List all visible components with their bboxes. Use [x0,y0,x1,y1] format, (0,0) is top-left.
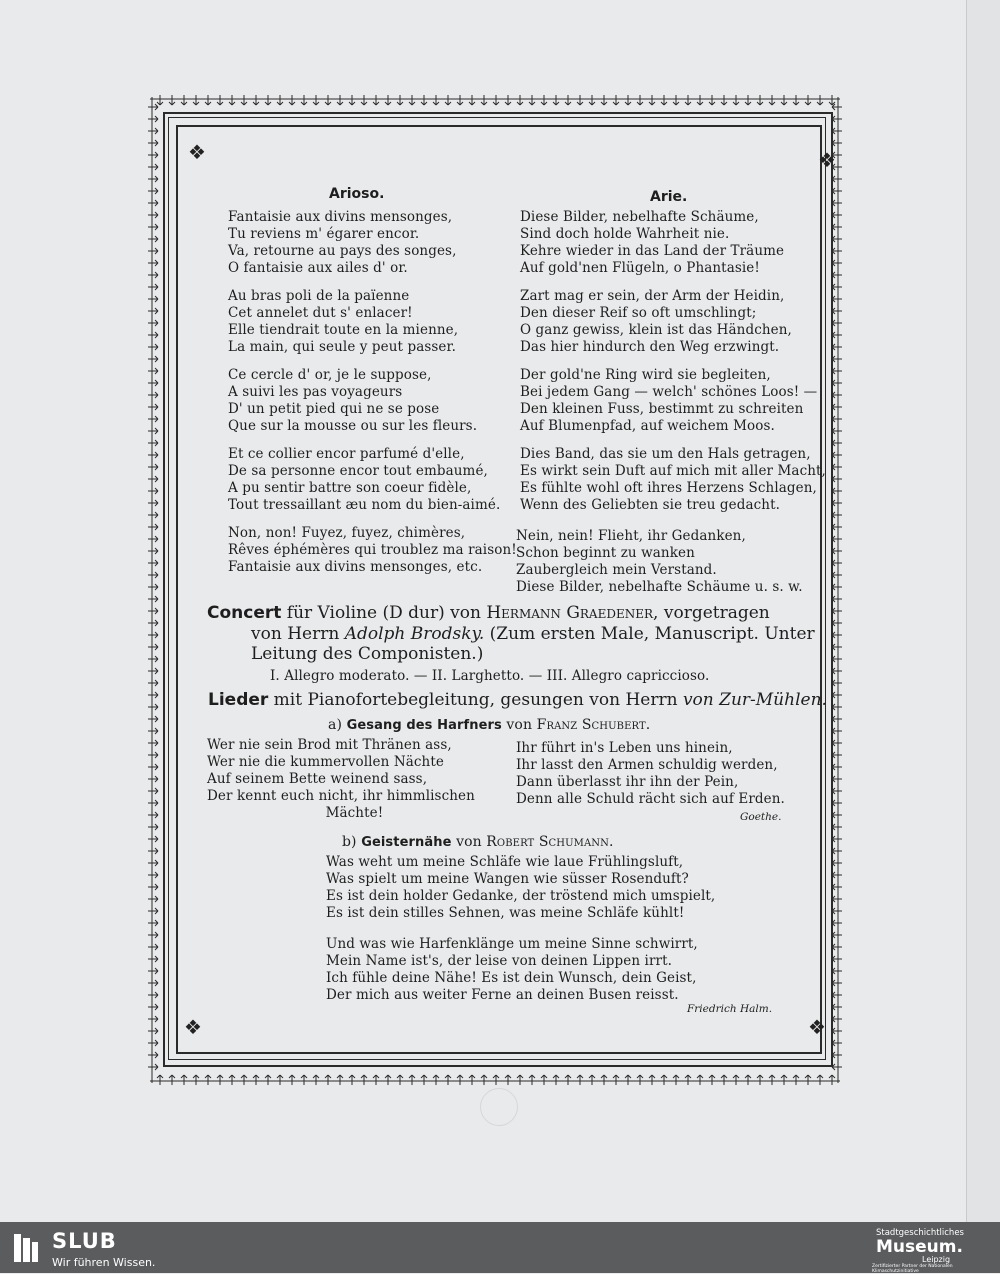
song-b-stanza: Was weht um meine Schläfe wie laue Frühlingsluft, Was spielt um meine Wangen wie süsser Rosenduft? Es ist dein holder Gedanke, der tröstend mich umspielt, Es ist dein stilles Sehnen, was meine Schläfe kühlt! [326,854,716,921]
song-a-composer: Franz Schubert. [536,717,651,733]
lieder-line: Lieder mit Pianofortebegleitung, gesungen von Herrn von Zur-Mühlen. [208,690,827,710]
song-b-heading: b) Geisternähe von Robert Schumann. [342,834,614,850]
museum-city: Leipzig [922,1255,951,1264]
next-page-edge [966,0,1000,1222]
arie-stanza: Nein, nein! Flieht, ihr Gedanken, Schon beginnt zu wanken Zaubergleich mein Verstand. Diese Bilder, nebelhafte Schäume u. s. w. [516,528,803,595]
corner-ornament-icon: ❖ [188,140,206,164]
song-a-left: Wer nie sein Brod mit Thränen ass, Wer nie die kummervollen Nächte Auf seinem Bette weinend sass, Der kennt euch nicht, ihr himmlischen Mächte! [207,737,475,821]
arioso-stanza: Ce cercle d' or, je le suppose, A suivi les pas voyageurs D' un petit pied qui ne se pose Que sur la mousse ou sur les fleurs. [228,367,478,434]
arie-stanza: Der gold'ne Ring wird sie begleiten, Bei jedem Gang — welch' schönes Loos! — Den kleinen Fuss, bestimmt zu schreiten Auf Blumenpfad, auf weichem Moos. [520,367,818,434]
concert-line-2: von Herrn Adolph Brodsky. (Zum ersten Male, Manuscript. Unter [251,624,815,644]
museum-note: Zertifizierter Partner der Nationalen Klimaschutzinitiative [872,1264,953,1274]
slub-tagline: Wir führen Wissen. [52,1256,156,1269]
arie-stanza: Zart mag er sein, der Arm der Heidin, Den dieser Reif so oft umschlingt; O ganz gewiss, klein ist das Händchen, Das hier hindurch den Weg erzwingt. [520,288,792,355]
slub-logo-icon[interactable] [12,1232,40,1264]
song-b-title: Geisternähe [361,835,452,850]
lieder-word: Lieder [208,690,269,710]
arioso-stanza: Non, non! Fuyez, fuyez, chimères, Rêves éphémères qui troublez ma raison! Fantaisie aux divins mensonges, etc. [228,525,517,575]
arie-stanza: Dies Band, das sie um den Hals getragen, Es wirkt sein Duft auf mich mit aller Macht, Es fühlte wohl oft ihres Herzens Schlagen, Wenn des Geliebten sie treu gedacht. [520,446,826,513]
museum-logo[interactable]: Museum. [876,1237,963,1257]
concert-performer: Adolph Brodsky. [344,624,485,644]
song-a-heading: a) Gesang des Harfners von Franz Schubert. [328,717,651,733]
concert-line-3: Leitung des Componisten.) [251,644,484,664]
corner-ornament-icon: ❖ [808,1015,826,1039]
corner-ornament-icon: ❖ [184,1015,202,1039]
song-b-poet: Friedrich Halm. [687,1003,773,1015]
concert-composer: Hermann Graedener [486,603,654,623]
museum-subtitle: Stadtgeschichtliches [876,1228,964,1238]
arioso-stanza: Fantaisie aux divins mensonges, Tu reviens m' égarer encor. Va, retourne au pays des songes, O fantaisie aux ailes d' or. [228,209,457,276]
concert-line-1: Concert für Violine (D dur) von Hermann Graedener, vorgetragen [207,603,770,623]
arie-title: Arie. [650,189,688,205]
song-a-right: Ihr führt in's Leben uns hinein, Ihr lasst den Armen schuldig werden, Dann überlasst ihr ihn der Pein, Denn alle Schuld rächt sich auf Erden. [516,740,785,807]
song-a-poet: Goethe. [740,811,782,823]
arioso-title: Arioso. [329,186,385,202]
arioso-stanza: Et ce collier encor parfumé d'elle, De sa personne encor tout embaumé, A pu sentir battre son coeur fidèle, Tout tressaillant æu nom du bien-aimé. [228,446,501,513]
concert-word: Concert [207,603,282,623]
embossed-seal [480,1088,518,1126]
song-a-title: Gesang des Harfners [346,718,502,733]
song-b-stanza: Und was wie Harfenklänge um meine Sinne schwirrt, Mein Name ist's, der leise von deinen Lippen irrt. Ich fühle deine Nähe! Es ist dein Wunsch, dein Geist, Der mich aus weiter Ferne an deinen Busen reisst. [326,936,698,1003]
song-b-composer: Robert Schumann. [486,834,614,850]
slub-name[interactable]: SLUB [52,1229,117,1253]
corner-ornament-icon: ❖ [818,148,836,172]
arie-stanza: Diese Bilder, nebelhafte Schäume, Sind doch holde Wahrheit nie. Kehre wieder in das Land der Träume Auf gold'nen Flügeln, o Phantasie! [520,209,785,276]
concert-movements: I. Allegro moderato. — II. Larghetto. — III. Allegro capriccioso. [270,668,710,684]
lieder-singer: von Zur-Mühlen. [682,690,827,710]
arioso-stanza: Au bras poli de la païenne Cet annelet dut s' enlacer! Elle tiendrait toute en la mienne, La main, qui seule y peut passer. [228,288,459,355]
